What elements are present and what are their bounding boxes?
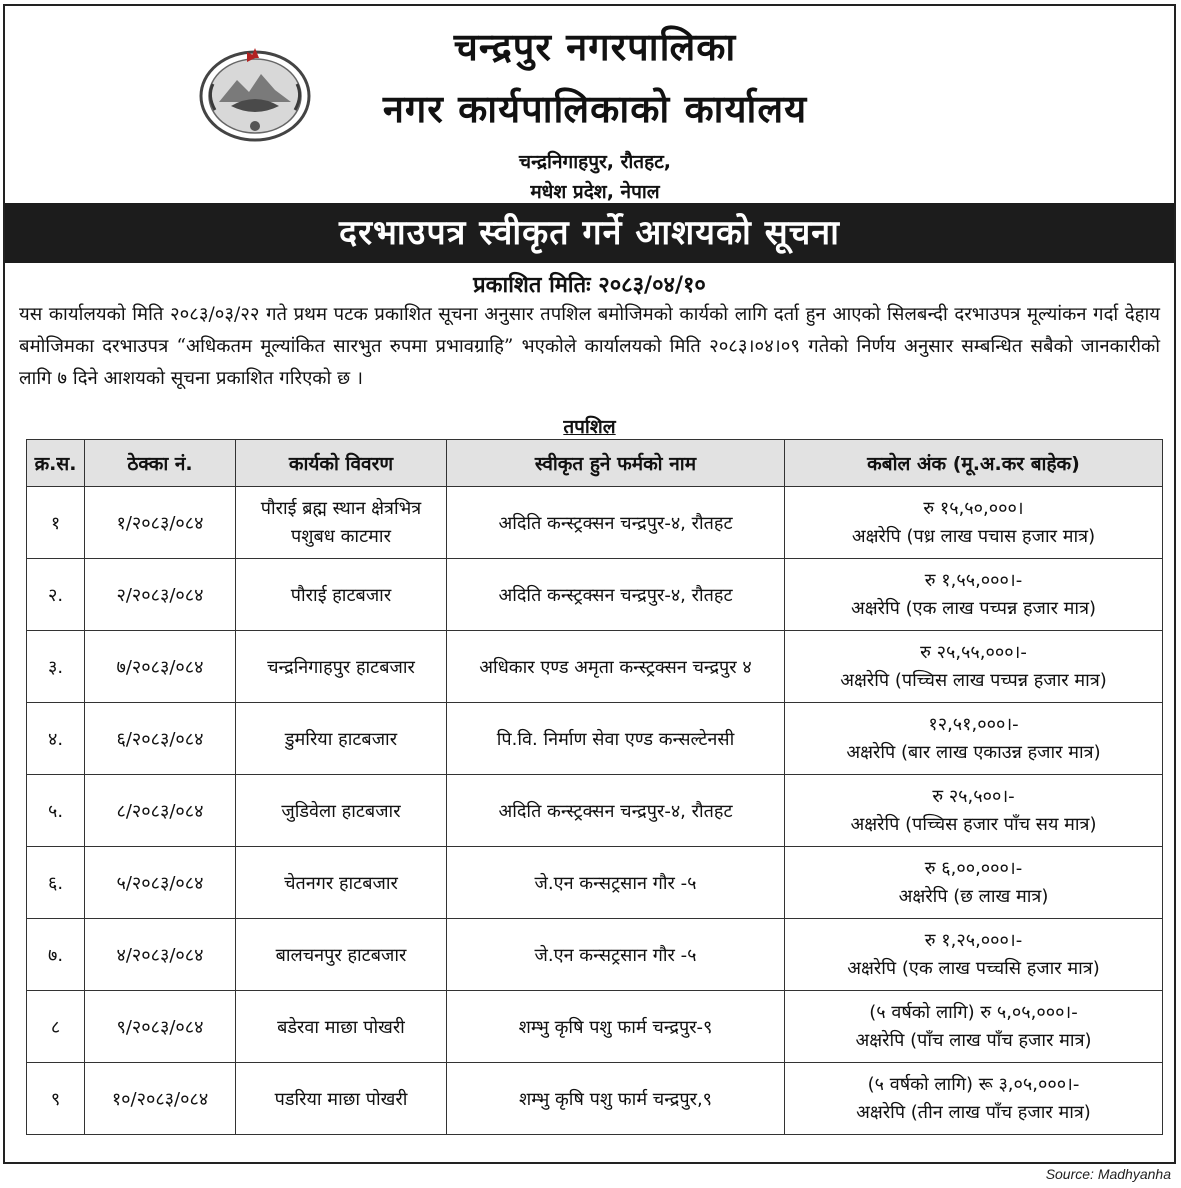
header-work-description: कार्यको विवरण (236, 440, 447, 487)
cell-contract-no: ७/२०८३/०८४ (85, 631, 236, 703)
cell-contract-no: ९/२०८३/०८४ (85, 991, 236, 1063)
cell-bid-amount (785, 847, 1163, 919)
cell-firm-name: जे.एन कन्सट्रसान गौर -५ (447, 919, 785, 991)
cell-work-description: चेतनगर हाटबजार (236, 847, 447, 919)
bid-amount-words: अक्षरेपि (पाँच लाख पाँच हजार मात्र) (855, 1029, 1092, 1051)
cell-serial: ९ (27, 1063, 85, 1135)
header-firm-name: स्वीकृत हुने फर्मको नाम (447, 440, 785, 487)
bid-amount-figure: १२,५१,०००।- (928, 713, 1019, 735)
cell-contract-no: ४/२०८३/०८४ (85, 919, 236, 991)
cell-firm-name: अदिति कन्स्ट्रक्सन चन्द्रपुर-४, रौतहट (447, 559, 785, 631)
cell-firm-name: अधिकार एण्ड अमृता कन्स्ट्रक्सन चन्द्रपुर ४ (447, 631, 785, 703)
cell-work-description: पौराई हाटबजार (236, 559, 447, 631)
bid-amount-words: अक्षरेपि (पच्चिस लाख पच्पन्न हजार मात्र) (840, 669, 1107, 691)
bid-amount-figure: रु १,५५,०००।- (924, 569, 1023, 591)
table-row (27, 559, 1163, 631)
cell-bid-amount (785, 487, 1163, 559)
nepal-government-emblem-icon (197, 44, 313, 144)
cell-work-description: पडरिया माछा पोखरी (236, 1063, 447, 1135)
cell-firm-name: जे.एन कन्सट्रसान गौर -५ (447, 847, 785, 919)
bid-amount-figure: रु २५,५५,०००।- (920, 641, 1027, 663)
bid-amount-words: अक्षरेपि (एक लाख पच्चसि हजार मात्र) (847, 957, 1100, 979)
table-row (27, 991, 1163, 1063)
table-row (27, 631, 1163, 703)
cell-work-description: जुडिवेला हाटबजार (236, 775, 447, 847)
cell-serial: ८ (27, 991, 85, 1063)
notice-header (5, 6, 1174, 203)
table-row (27, 847, 1163, 919)
notice-title-banner: दरभाउपत्र स्वीकृत गर्ने आशयको सूचना (5, 203, 1174, 263)
table-row (27, 1063, 1163, 1135)
cell-bid-amount (785, 919, 1163, 991)
table-row (27, 487, 1163, 559)
cell-contract-no: १०/२०८३/०८४ (85, 1063, 236, 1135)
cell-serial: ३. (27, 631, 85, 703)
published-date: प्रकाशित मितिः २०८३/०४/१० (473, 273, 706, 298)
cell-work-description: बालचनपुर हाटबजार (236, 919, 447, 991)
address-line-2: मधेश प्रदेश, नेपाल (530, 181, 660, 203)
bid-amount-words: अक्षरेपि (छ लाख मात्र) (898, 885, 1049, 907)
cell-serial: ७. (27, 919, 85, 991)
bid-amount-figure: (५ वर्षको लागि) रु ५,०५,०००।- (869, 1001, 1078, 1023)
table-header-row (27, 440, 1163, 487)
header-serial: क्र.स. (27, 440, 85, 487)
bid-amount-words: अक्षरेपि (तीन लाख पाँच हजार मात्र) (856, 1101, 1091, 1123)
bid-amount-figure: (५ वर्षको लागि) रू ३,०५,०००।- (867, 1073, 1080, 1095)
address-line-1: चन्द्रनिगाहपुर, रौतहट, (519, 151, 671, 173)
table-row (27, 775, 1163, 847)
cell-bid-amount (785, 1063, 1163, 1135)
source-credit: Source: Madhyanha (1045, 1166, 1171, 1182)
cell-contract-no: ५/२०८३/०८४ (85, 847, 236, 919)
bid-amount-words: अक्षरेपि (पच्चिस हजार पाँच सय मात्र) (850, 813, 1097, 835)
table-row (27, 919, 1163, 991)
bid-amount-figure: रु २५,५००।- (932, 785, 1015, 807)
work-description-line-2: पशुबध काटमार (291, 525, 391, 547)
cell-serial: ६. (27, 847, 85, 919)
cell-firm-name: पि.वि. निर्माण सेवा एण्ड कन्सल्टेनसी (447, 703, 785, 775)
cell-contract-no: १/२०८३/०८४ (85, 487, 236, 559)
cell-contract-no: ८/२०८३/०८४ (85, 775, 236, 847)
notice-frame (3, 4, 1176, 1164)
cell-bid-amount (785, 703, 1163, 775)
bid-amount-figure: रु १,२५,०००।- (924, 929, 1023, 951)
header-contract-no: ठेक्का नं. (85, 440, 236, 487)
cell-firm-name: शम्भु कृषि पशु फार्म चन्द्रपुर-९ (447, 991, 785, 1063)
bid-amount-words: अक्षरेपि (बार लाख एकाउन्न हजार मात्र) (846, 741, 1101, 763)
cell-firm-name: अदिति कन्स्ट्रक्सन चन्द्रपुर-४, रौतहट (447, 775, 785, 847)
bid-amount-figure: रु १५,५०,०००। (923, 497, 1024, 519)
cell-bid-amount (785, 775, 1163, 847)
cell-bid-amount (785, 631, 1163, 703)
work-description-line-1: पौराई ब्रह्म स्थान क्षेत्रभित्र (260, 497, 422, 519)
cell-bid-amount (785, 991, 1163, 1063)
bid-results-table (26, 439, 1163, 1135)
cell-serial: ५. (27, 775, 85, 847)
table-title: तपशिल (563, 416, 616, 438)
cell-serial: १ (27, 487, 85, 559)
office-name: नगर कार्यपालिकाको कार्यालय (382, 87, 808, 131)
cell-firm-name: शम्भु कृषि पशु फार्म चन्द्रपुर,९ (447, 1063, 785, 1135)
cell-work-description: चन्द्रनिगाहपुर हाटबजार (236, 631, 447, 703)
municipality-name: चन्द्रपुर नगरपालिका (453, 25, 737, 69)
bid-amount-words: अक्षरेपि (पध्र लाख पचास हजार मात्र) (851, 525, 1096, 547)
cell-contract-no: ६/२०८३/०८४ (85, 703, 236, 775)
table-row (27, 703, 1163, 775)
bid-amount-figure: रु ६,००,०००।- (924, 857, 1023, 879)
notice-body-text: यस कार्यालयको मिति २०८३/०३/२२ गते प्रथम पटक प्रकाशित सूचना अनुसार तपशिल बमोजिमको कार्यको लागि दर्ता हुन आएको सिलबन्दी दरभाउपत्र मूल्यांकन गर्दा देहाय बमोजिमका दरभाउपत्र “अधिकतम मूल्यांकित सारभुत रुपमा प्रभावग्राहि” भएकोले कार्यालयको मिति २०८३।०४।०९ गतेको निर्णय अनुसार सम्बन्धित सबैको जानकारीको लागि ७ दिने आशयको सूचना प्रकाशित गरिएको छ । (19, 304, 1160, 389)
cell-firm-name: अदिति कन्स्ट्रक्सन चन्द्रपुर-४, रौतहट (447, 487, 785, 559)
cell-work-description (236, 487, 447, 559)
cell-work-description: डुमरिया हाटबजार (236, 703, 447, 775)
cell-serial: ४. (27, 703, 85, 775)
cell-serial: २. (27, 559, 85, 631)
cell-work-description: बडेरवा माछा पोखरी (236, 991, 447, 1063)
header-bid-amount: कबोल अंक (मू.अ.कर बाहेक) (785, 440, 1163, 487)
cell-contract-no: २/२०८३/०८४ (85, 559, 236, 631)
cell-bid-amount (785, 559, 1163, 631)
bid-amount-words: अक्षरेपि (एक लाख पच्पन्न हजार मात्र) (850, 597, 1097, 619)
